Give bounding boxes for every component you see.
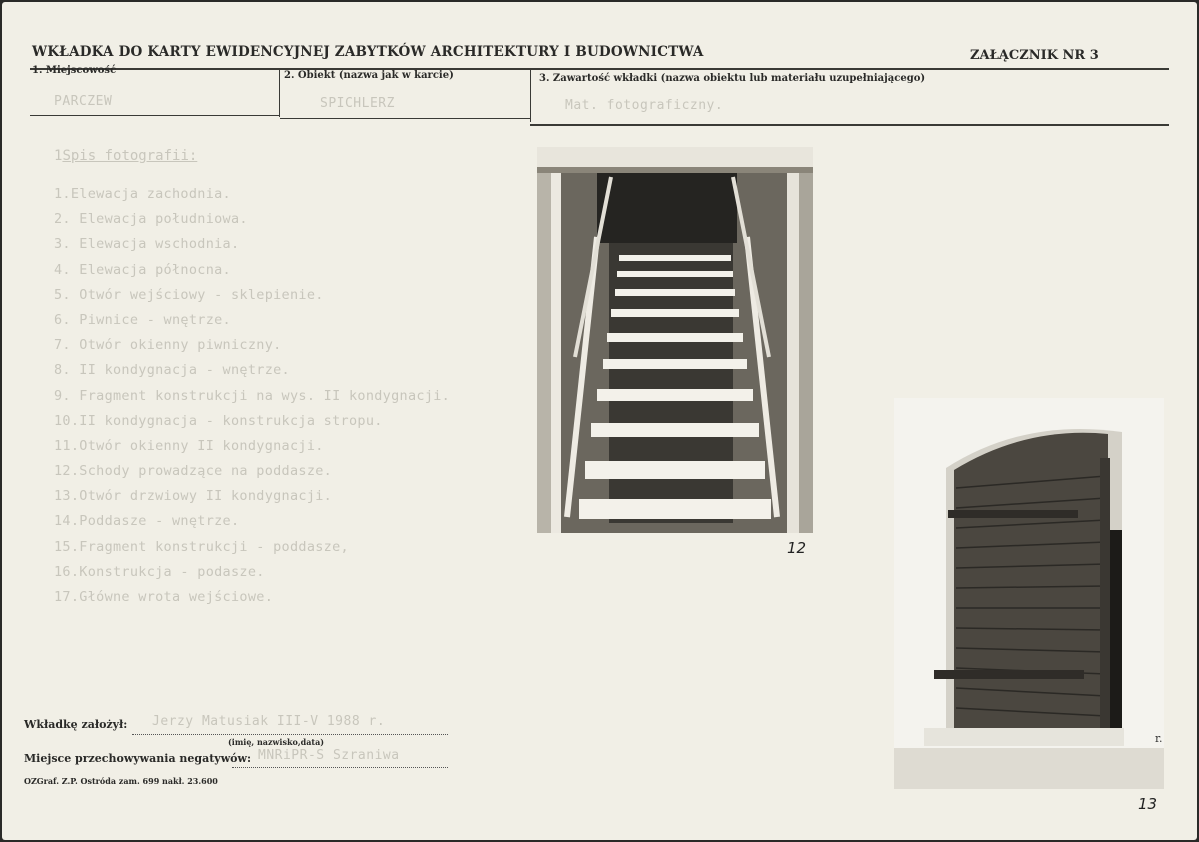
object-label: 2. Obiekt (nazwa jak w karcie) <box>284 70 454 81</box>
created-by-label: Wkładkę założył: <box>24 718 128 731</box>
locality-value: PARCZEW <box>54 94 113 109</box>
locality-label: 1. Miejscowość <box>32 65 117 76</box>
created-by-value: Jerzy Matusiak III-V 1988 r. <box>152 714 386 729</box>
list-item: 12.Schody prowadzące na poddasze. <box>54 463 333 480</box>
content-value: Mat. fotograficzny. <box>565 98 724 113</box>
storage-line <box>232 767 448 768</box>
inventory-card-insert <box>2 2 1197 840</box>
margin-mark: r. <box>1155 732 1163 745</box>
list-item: 13.Otwór drzwiowy II kondygnacji. <box>54 488 333 505</box>
attachment-number: ZAŁĄCZNIK NR 3 <box>970 48 1099 63</box>
list-item: 17.Główne wrota wejściowe. <box>54 589 274 605</box>
list-item: 3. Elewacja wschodnia. <box>54 236 240 253</box>
list-item: 10.II kondygnacja - konstrukcja stropu. <box>54 412 383 429</box>
field-rule-2 <box>280 118 530 119</box>
header-rule-bottom <box>530 124 1169 126</box>
list-item: 6. Piwnice - wnętrze. <box>54 311 231 328</box>
photo-staircase <box>537 147 813 533</box>
created-by-line <box>132 734 448 735</box>
list-item: 7. Otwór okienny piwniczny. <box>54 337 282 354</box>
list-item: 8. II kondygnacja - wnętrze. <box>54 362 290 379</box>
field-divider-1 <box>279 68 280 117</box>
form-title: WKŁADKA DO KARTY EWIDENCYJNEJ ZABYTKÓW ARCHITEKTURY I BUDOWNICTWA <box>32 44 704 60</box>
list-item: 11.Otwór okienny II kondygnacji. <box>54 437 324 454</box>
list-item: 5. Otwór wejściowy - sklepienie. <box>54 286 324 303</box>
photo-list-title: Spis fotografii: <box>62 148 198 164</box>
photo-staircase-number: 12 <box>787 539 807 557</box>
photo-shutter <box>894 398 1164 789</box>
field-rule-1 <box>30 115 280 116</box>
photo-list-prefix: 1 <box>54 148 63 164</box>
list-item: 4. Elewacja północna. <box>54 261 231 278</box>
storage-label: Miejsce przechowywania negatywów: <box>24 752 252 765</box>
storage-value: MNRiPR-S Szraniwa <box>258 748 400 763</box>
photo-shutter-number: 13 <box>1138 795 1158 813</box>
list-item: 9. Fragment konstrukcji na wys. II kondygnacji. <box>54 387 451 404</box>
created-by-hint: (imię, nazwisko,data) <box>228 737 325 747</box>
list-item: 2. Elewacja południowa. <box>54 211 248 228</box>
object-value: SPICHLERZ <box>320 96 395 111</box>
header-rule-top <box>30 68 1169 70</box>
field-divider-2 <box>530 68 531 122</box>
photo-list-heading <box>54 148 450 186</box>
list-item: 1.Elewacja zachodnia. <box>54 186 231 202</box>
printer-note: OZGraf. Z.P. Ostróda zam. 699 nakł. 23.600 <box>24 776 218 786</box>
list-item: 16.Konstrukcja - podasze. <box>54 563 265 580</box>
photo-list <box>54 148 450 614</box>
list-item: 14.Poddasze - wnętrze. <box>54 513 240 530</box>
content-label: 3. Zawartość wkładki (nazwa obiektu lub materiału uzupełniającego) <box>539 73 926 84</box>
list-item: 15.Fragment konstrukcji - poddasze, <box>54 538 349 555</box>
